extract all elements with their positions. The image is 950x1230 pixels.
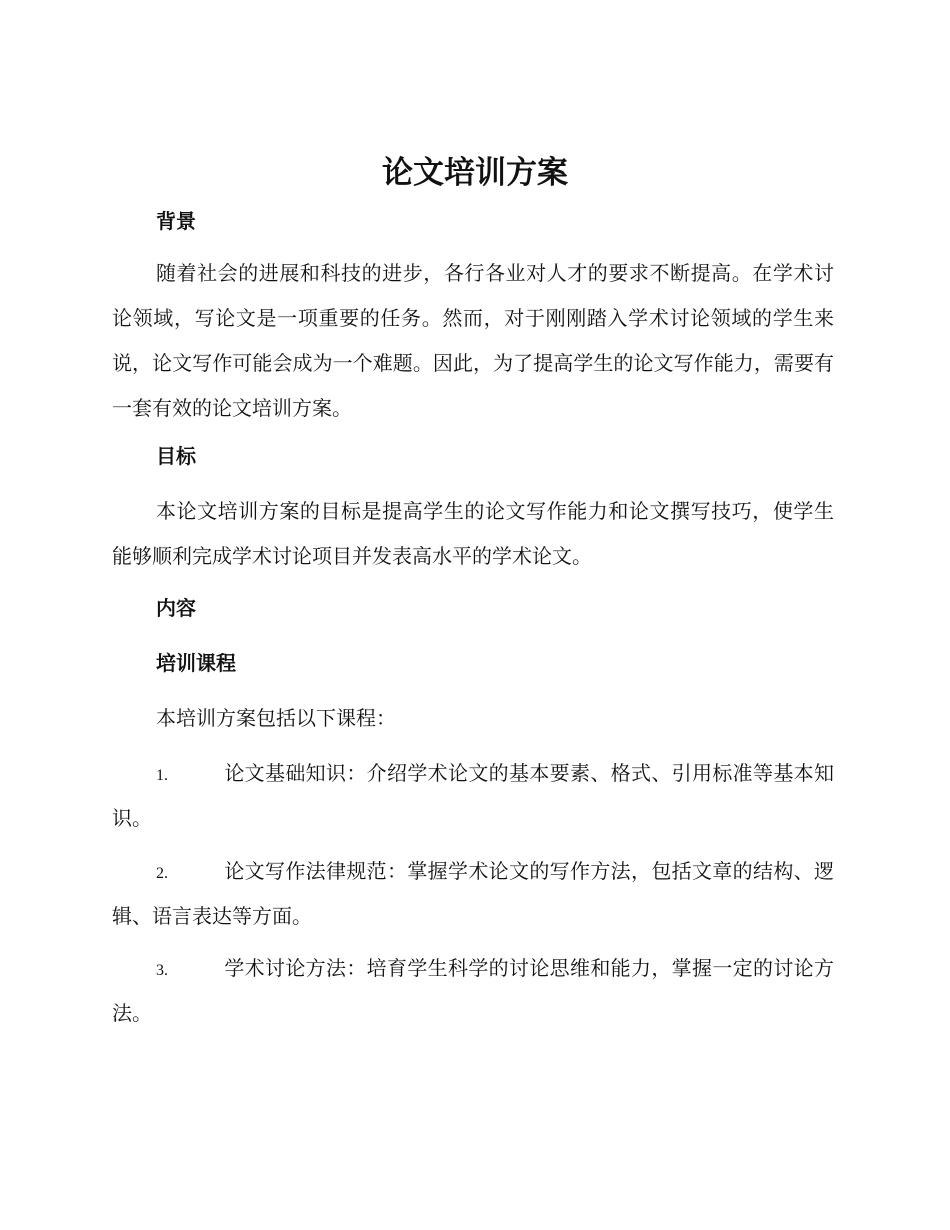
list-item [112, 752, 834, 839]
courses-intro: 本培训方案包括以下课程： [156, 706, 396, 730]
section-heading-content: 内容 [156, 596, 196, 620]
list-item-number: 2. [156, 865, 168, 882]
document-title: 论文培训方案 [382, 155, 568, 191]
background-paragraph: 随着社会的进展和科技的进步，各行各业对人才的要求不断提高。在学术讨论领域，写论文是一项重要的任务。然而，对于刚刚踏入学术讨论领域的学生来说，论文写作可能会成为一个难题。因此，为了提高学生的论文写作能力，需要有一套有效的论文培训方案。 [112, 261, 834, 420]
subsection-heading-courses: 培训课程 [156, 651, 236, 675]
goal-paragraph: 本论文培训方案的目标是提高学生的论文写作能力和论文撰写技巧，使学生能够顺利完成学术讨论项目并发表高水平的学术论文。 [112, 499, 834, 568]
list-item [112, 850, 834, 937]
list-item-text: 论文写作法律规范：掌握学术论文的写作方法，包括文章的结构、逻辑、语言表达等方面。 [112, 859, 834, 928]
list-item-text: 论文基础知识：介绍学术论文的基本要素、格式、引用标准等基本知识。 [112, 761, 834, 830]
list-item-text: 学术讨论方法：培育学生科学的讨论思维和能力，掌握一定的讨论方法。 [112, 956, 834, 1025]
list-item-number: 3. [156, 962, 168, 979]
list-item [112, 947, 834, 1034]
section-heading-background: 背景 [156, 209, 196, 233]
list-item-number: 1. [156, 767, 168, 784]
section-heading-goal: 目标 [156, 444, 196, 468]
